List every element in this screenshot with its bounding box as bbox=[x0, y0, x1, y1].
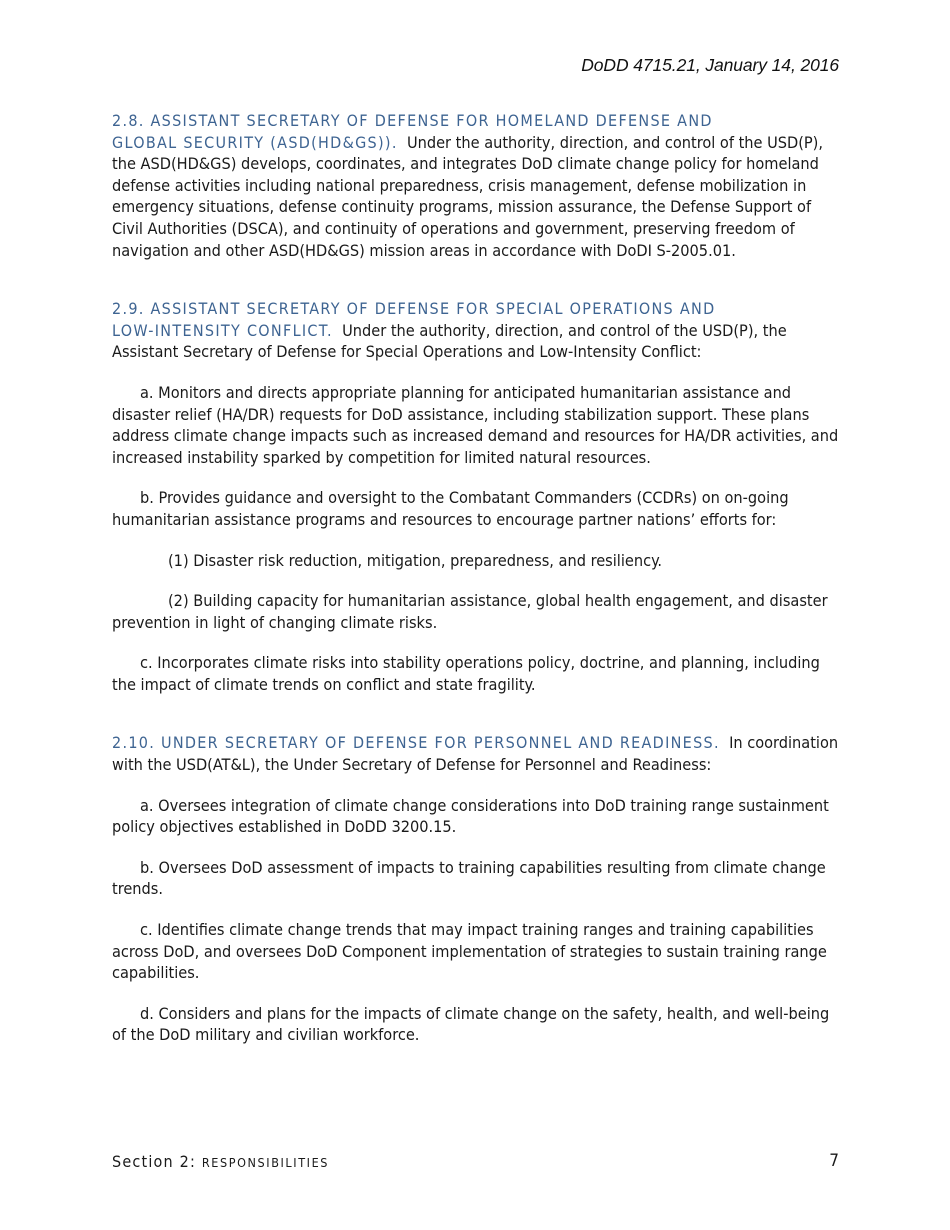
document-reference: DoDD 4715.21, January 14, 2016 bbox=[581, 55, 839, 75]
section-heading: 2.10. UNDER SECRETARY OF DEFENSE FOR PERSONNEL AND READINESS. bbox=[112, 733, 720, 753]
footer-section-name: RESPONSIBILITIES bbox=[201, 1155, 330, 1170]
list-item-d: d. Considers and plans for the impacts of climate change on the safety, health, and well-being of the DoD military and civilian workforce. bbox=[112, 1003, 830, 1045]
section-intro: In coordination with the USD(AT&L), the Under Secretary of Defense for Personnel and Readiness: bbox=[112, 733, 839, 775]
list-subitem-2: (2) Building capacity for humanitarian assistance, global health engagement, and disaster prevention in light of changing climate risks. bbox=[112, 591, 828, 632]
section-paragraph bbox=[112, 732, 840, 775]
section-intro: Under the authority, direction, and control of the USD(P), the Assistant Secretary of Defense for Special Operations and Low-Intensity Conflict: bbox=[112, 320, 787, 362]
list-subitem-1: (1) Disaster risk reduction, mitigation, preparedness, and resiliency. bbox=[168, 550, 663, 570]
list-item-a: a. Monitors and directs appropriate planning for anticipated humanitarian assistance and disaster relief (HA/DR) requests for DoD assistance, including stabilization support. These plans address climate change impacts such as increased demand and resources for HA/DR activities, and increased instability sparked by competition for limited natural resources. bbox=[112, 382, 839, 467]
list-item-b: b. Provides guidance and oversight to the Combatant Commanders (CCDRs) on on-going humanitarian assistance programs and resources to encourage partner nations’ efforts for: bbox=[112, 488, 789, 529]
section-heading-continued: GLOBAL SECURITY (ASD(HD&GS)). bbox=[112, 132, 398, 152]
section-heading: 2.9. ASSISTANT SECRETARY OF DEFENSE FOR SPECIAL OPERATIONS AND bbox=[112, 299, 716, 319]
section-intro: Under the authority, direction, and control of the USD(P), the ASD(HD&GS) develops, coordinates, and integrates DoD climate change policy for homeland defense activities including national preparedness, crisis management, defense mobilization in emergency situations, defense continuity programs, mission assurance, the Defense Support of Civil Authorities (DSCA), and continuity of operations and government, preserving freedom of navigation and other ASD(HD&GS) mission areas in accordance with DoDI S-2005.01. bbox=[112, 132, 823, 260]
section-paragraph bbox=[112, 110, 840, 261]
list-item-c: c. Identifies climate change trends that may impact training ranges and training capabilities across DoD, and oversees DoD Component implementation of strategies to sustain training range capabilities. bbox=[112, 920, 827, 983]
section-2-10 bbox=[112, 732, 840, 1046]
section-2-9 bbox=[112, 298, 840, 695]
list-item-a: a. Oversees integration of climate change considerations into DoD training range sustainment policy objectives established in DoDD 3200.15. bbox=[112, 795, 829, 837]
list-item-c: c. Incorporates climate risks into stability operations policy, doctrine, and planning, including the impact of climate trends on conflict and state fragility. bbox=[112, 653, 820, 694]
page-body bbox=[112, 110, 840, 1046]
page-number: 7 bbox=[829, 1151, 839, 1171]
section-heading: 2.8. ASSISTANT SECRETARY OF DEFENSE FOR HOMELAND DEFENSE AND bbox=[112, 111, 713, 130]
section-heading-continued: LOW-INTENSITY CONFLICT. bbox=[112, 320, 333, 340]
list-item-b: b. Oversees DoD assessment of impacts to training capabilities resulting from climate change trends. bbox=[112, 857, 826, 899]
footer-section-label bbox=[112, 1152, 329, 1171]
section-paragraph bbox=[112, 298, 840, 363]
footer-section-number: Section 2: bbox=[112, 1152, 197, 1171]
section-2-8 bbox=[112, 110, 840, 261]
